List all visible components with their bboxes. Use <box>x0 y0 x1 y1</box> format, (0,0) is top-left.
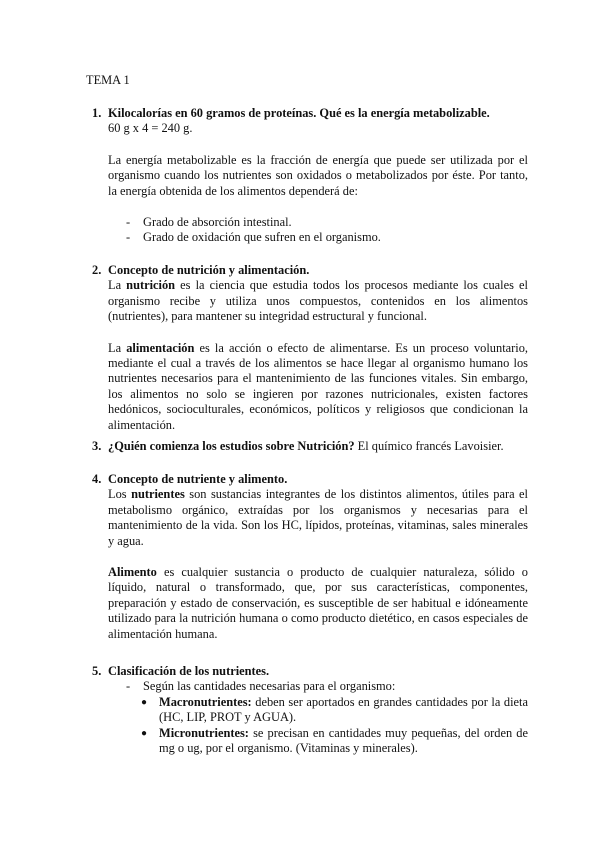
text-run: Los <box>108 487 132 502</box>
section-3-answer: El químico francés Lavoisier. <box>354 439 504 453</box>
text-run: deben ser aportados en grandes cantidades por la dieta (HC, LIP, PROT y AGUA). <box>159 694 528 725</box>
section-2-number: 2. <box>92 263 102 277</box>
text-run: son sustancias integrantes de los distintos alimentos, útiles para el metabolismo orgánico, extraídas por los organismos y necesarias para el mantenimiento de la vida. Son los HC, lípidos, proteínas, vitaminas, sales minerales y agua. <box>108 487 528 548</box>
section-5-title: Clasificación de los nutrientes. <box>108 664 270 678</box>
topic-heading: TEMA 1 <box>86 73 130 87</box>
feeding-paragraph <box>108 341 528 433</box>
text-run: es cualquier sustancia o producto de cualquier naturaleza, sólido o líquido, natural o transformado, que, por sus características, componentes, preparación y estado de conservación, es susceptible de ser habitual e idóneamente utilizado para la nutrición humana o como producto dietético, en casos especiales de alimentación humana. <box>108 565 528 641</box>
text-run: es la ciencia que estudia todos los procesos mediante los cuales el organismo recibe y utiliza unos compuestos, contenidos en los alimentos (nutrientes), para mantener su integridad estructural y funcional. <box>108 278 528 324</box>
text-run: se precisan en cantidades muy pequeñas, del orden de mg o ug, por el organismo. (Vitaminas y minerales). <box>159 725 528 756</box>
list-item-macronutrients <box>108 695 528 726</box>
section-5-number: 5. <box>92 664 102 678</box>
nutrition-paragraph <box>108 278 528 324</box>
nutrient-types-list <box>108 695 528 757</box>
list-item: - Grado de oxidación que sufren en el organismo. <box>108 230 528 245</box>
section-2 <box>92 263 528 433</box>
section-1-body <box>108 121 528 245</box>
list-item: - Grado de absorción intestinal. <box>108 215 528 230</box>
nutrients-paragraph <box>108 487 528 549</box>
text-run: La <box>108 340 127 355</box>
section-3-title: ¿Quién comienza los estudios sobre Nutrición? <box>108 439 355 453</box>
section-2-heading <box>92 263 528 278</box>
section-4-title: Concepto de nutriente y alimento. <box>108 472 288 486</box>
section-3-heading <box>92 439 528 454</box>
text-run: La <box>108 278 127 293</box>
section-4-heading <box>92 472 528 487</box>
classification-criterion: Según las cantidades necesarias para el organismo: <box>143 679 396 694</box>
food-paragraph <box>108 565 528 642</box>
list-item-micronutrients <box>108 726 528 757</box>
term-alimentacion: alimentación <box>126 340 195 355</box>
section-5-body <box>108 679 528 756</box>
energy-factors-list <box>108 215 528 246</box>
section-5-heading <box>92 664 528 679</box>
section-1 <box>92 106 528 246</box>
section-2-title: Concepto de nutrición y alimentación. <box>108 263 310 277</box>
text-run: es la acción o efecto de alimentarse. Es un proceso voluntario, mediante el cual a través de los alimentos se hace llegar al organismo humano los nutrientes necesarios para el mantenimiento de las funciones vitales. Sin embargo, los alimentos no solo se ingieren por razones nutricionales, existen factores hedónicos, socioculturales, económicos, políticos y religiosos que condicionan la alimentación. <box>108 340 529 432</box>
section-3 <box>92 439 528 454</box>
term-nutricion: nutrición <box>126 278 176 293</box>
calculation-line: 60 g x 4 = 240 g. <box>108 121 193 136</box>
section-1-title: Kilocalorías en 60 gramos de proteínas. Qué es la energía metabolizable. <box>108 106 490 120</box>
term-micronutrientes: Micronutrientes: <box>159 725 249 740</box>
energy-paragraph: La energía metabolizable es la fracción de energía que puede ser utilizada por el organismo cuando los nutrientes son oxidados o metabolizados por éste. Por tanto, la energía obtenida de los alimentos dependerá de: <box>108 152 528 198</box>
section-4-body <box>108 487 528 642</box>
section-2-body <box>108 278 528 433</box>
term-macronutrientes: Macronutrientes: <box>159 694 252 709</box>
section-3-number: 3. <box>92 439 102 453</box>
section-5 <box>92 664 528 756</box>
term-alimento: Alimento <box>108 565 157 580</box>
section-4 <box>92 472 528 642</box>
classification-list <box>108 679 528 756</box>
section-4-number: 4. <box>92 472 102 486</box>
term-nutrientes: nutrientes <box>131 487 185 502</box>
section-1-number: 1. <box>92 106 102 120</box>
section-3-line <box>108 439 504 454</box>
list-item <box>108 679 528 756</box>
section-1-heading <box>92 106 528 121</box>
